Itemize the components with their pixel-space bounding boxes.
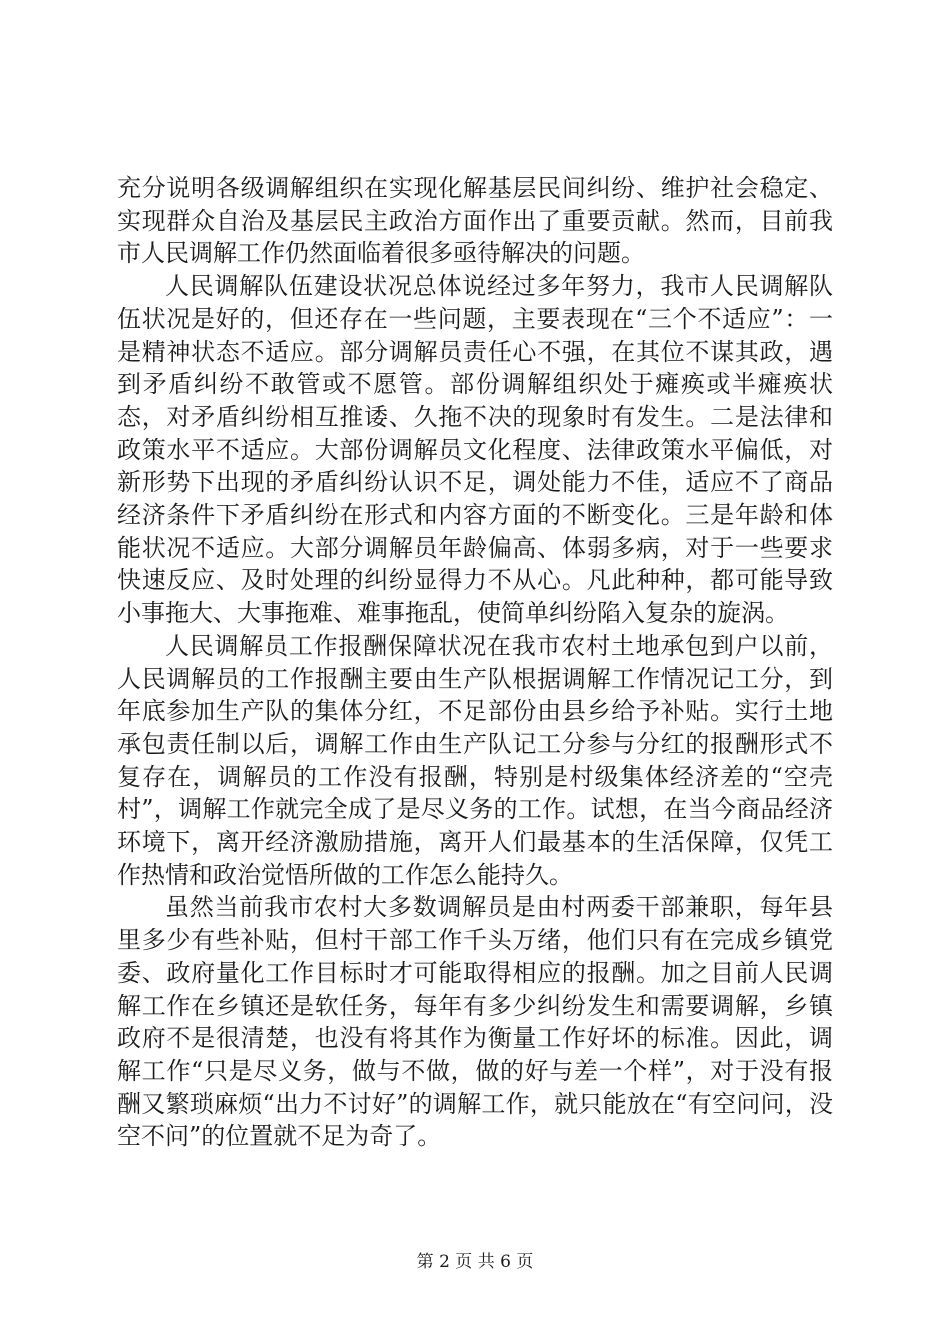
paragraph-1: 充分说明各级调解组织在实现化解基层民间纠纷、维护社会稳定、实现群众自治及基层民主政治方面作出了重要贡献。然而，目前我市人民调解工作仍然面临着很多亟待解决的问题。: [117, 174, 833, 268]
page-number-label: 第 2 页 共 6 页: [416, 1252, 534, 1272]
paragraph-3: 人民调解员工作报酬保障状况在我市农村土地承包到户以前，人民调解员的工作报酬主要由生产队根据调解工作情况记工分，到年底参加生产队的集体分红，不足部份由县乡给予补贴。实行土地承包责任制以后，调解工作由生产队记工分参与分红的报酬形式不复存在，调解员的工作没有报酬，特别是村级集体经济差的“空壳村”，调解工作就完全成了是尽义务的工作。试想，在当今商品经济环境下，离开经济激励措施，离开人们最基本的生活保障，仅凭工作热情和政治觉悟所做的工作怎么能持久。: [117, 631, 833, 889]
page-footer: [0, 1252, 950, 1272]
paragraph-2: 人民调解队伍建设状况总体说经过多年努力，我市人民调解队伍状况是好的，但还存在一些问题，主要表现在“三个不适应”：一是精神状态不适应。部分调解员责任心不强，在其位不谋其政，遇到矛盾纠纷不敢管或不愿管。部份调解组织处于瘫痪或半瘫痪状态，对矛盾纠纷相互推诿、久拖不决的现象时有发生。二是法律和政策水平不适应。大部份调解员文化程度、法律政策水平偏低，对新形势下出现的矛盾纠纷认识不足，调处能力不佳，适应不了商品经济条件下矛盾纠纷在形式和内容方面的不断变化。三是年龄和体能状况不适应。大部分调解员年龄偏高、体弱多病，对于一些要求快速反应、及时处理的纠纷显得力不从心。凡此种种，都可能导致小事拖大、大事拖难、难事拖乱，使简单纠纷陷入复杂的旋涡。: [117, 272, 833, 628]
paragraph-4: 虽然当前我市农村大多数调解员是由村两委干部兼职，每年县里多少有些补贴，但村干部工作千头万绪，他们只有在完成乡镇党委、政府量化工作目标时才可能取得相应的报酬。加之目前人民调解工作在乡镇还是软任务，每年有多少纠纷发生和需要调解，乡镇政府不是很清楚，也没有将其作为衡量工作好坏的标准。因此，调解工作“只是尽义务，做与不做，做的好与差一个样”，对于没有报酬又繁琐麻烦“出力不讨好”的调解工作，就只能放在“有空问问，没空不问”的位置就不足为奇了。: [117, 893, 833, 1151]
document-body: [117, 172, 833, 1153]
